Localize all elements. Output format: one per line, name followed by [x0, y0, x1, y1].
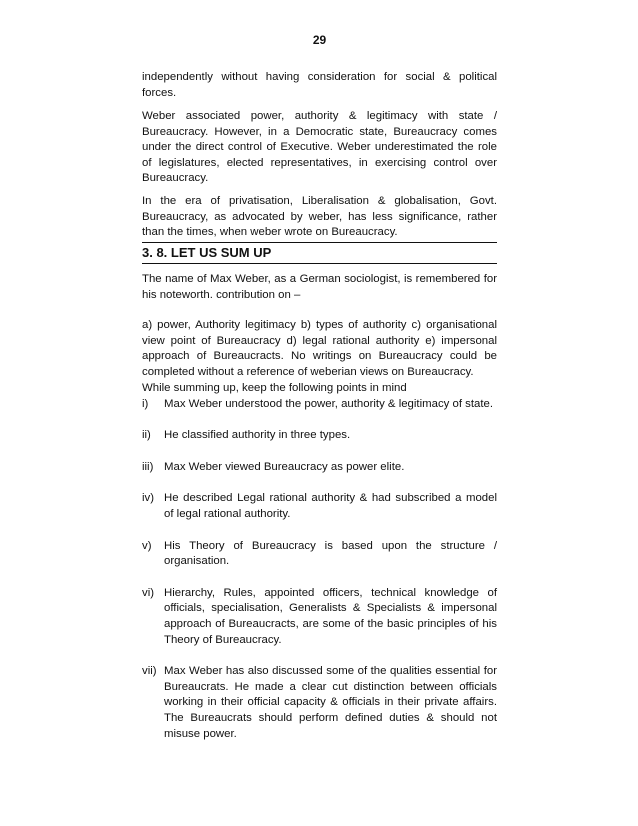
paragraph-privatisation: In the era of privatisation, Liberalisation & globalisation, Govt. Bureaucracy, as advocated by weber, has less significance, rather than the times, when weber wrote on Bureaucracy.: [142, 195, 497, 239]
list-text: Max Weber understood the power, authority & legitimacy of state.: [164, 397, 494, 410]
list-item: [142, 428, 497, 444]
list-text: Max Weber viewed Bureaucracy as power elite.: [164, 460, 405, 473]
section-heading: 3. 8. LET US SUM UP: [142, 242, 497, 264]
list-text: Max Weber has also discussed some of the qualities essential for Bureaucrats. He made a clear cut distinction between officials working in their official capacity & officials in their private affairs. The Bureaucrats should perform defined duties & should not misuse power.: [164, 665, 497, 740]
summary-lead: While summing up, keep the following points in mind: [142, 382, 407, 394]
list-text: He described Legal rational authority & had subscribed a model of legal rational authority.: [164, 492, 497, 520]
list-marker: v): [142, 539, 152, 552]
contributions-paragraph: a) power, Authority legitimacy b) types of authority c) organisational view point of Bureaucracy d) legal rational authority e) impersonal approach of Bureaucracts. No writings on Bureaucracy could be completed without a reference of weberian views on Bureaucracy.: [142, 319, 497, 378]
section-intro: The name of Max Weber, as a German sociologist, is remembered for his noteworth. contribution on –: [142, 273, 497, 301]
paragraph-continuation: independently without having consideration for social & political forces.: [142, 71, 497, 99]
list-marker: iii): [142, 460, 154, 473]
list-text: His Theory of Bureaucracy is based upon the structure / organisation.: [164, 539, 497, 568]
list-marker: vi): [142, 586, 155, 599]
list-marker: iv): [142, 492, 155, 505]
list-item: [142, 460, 497, 476]
list-item: [142, 664, 497, 742]
list-marker: ii): [142, 429, 151, 442]
list-item: [142, 539, 497, 570]
list-text: Hierarchy, Rules, appointed officers, technical knowledge of officials, specialisation, Generalists & Specialists & impersonal approach of Bureaucracts, are some of the basic principles of his Theory of Bureaucracy.: [164, 586, 497, 646]
page-number: 29: [312, 33, 327, 47]
list-text: He classified authority in three types.: [164, 429, 351, 442]
summary-list: [142, 381, 497, 742]
list-item: [142, 586, 497, 648]
list-item: [142, 491, 497, 522]
list-marker: i): [142, 397, 149, 410]
list-marker: vii): [142, 665, 157, 678]
list-item: [142, 397, 497, 413]
paragraph-weber-power: Weber associated power, authority & legitimacy with state / Bureaucracy. However, in a Democratic state, Bureaucracy comes under the direct control of Executive. Weber underestimated the role of legislatures, elected representatives, in exercising control over Bureaucracy.: [142, 110, 497, 185]
